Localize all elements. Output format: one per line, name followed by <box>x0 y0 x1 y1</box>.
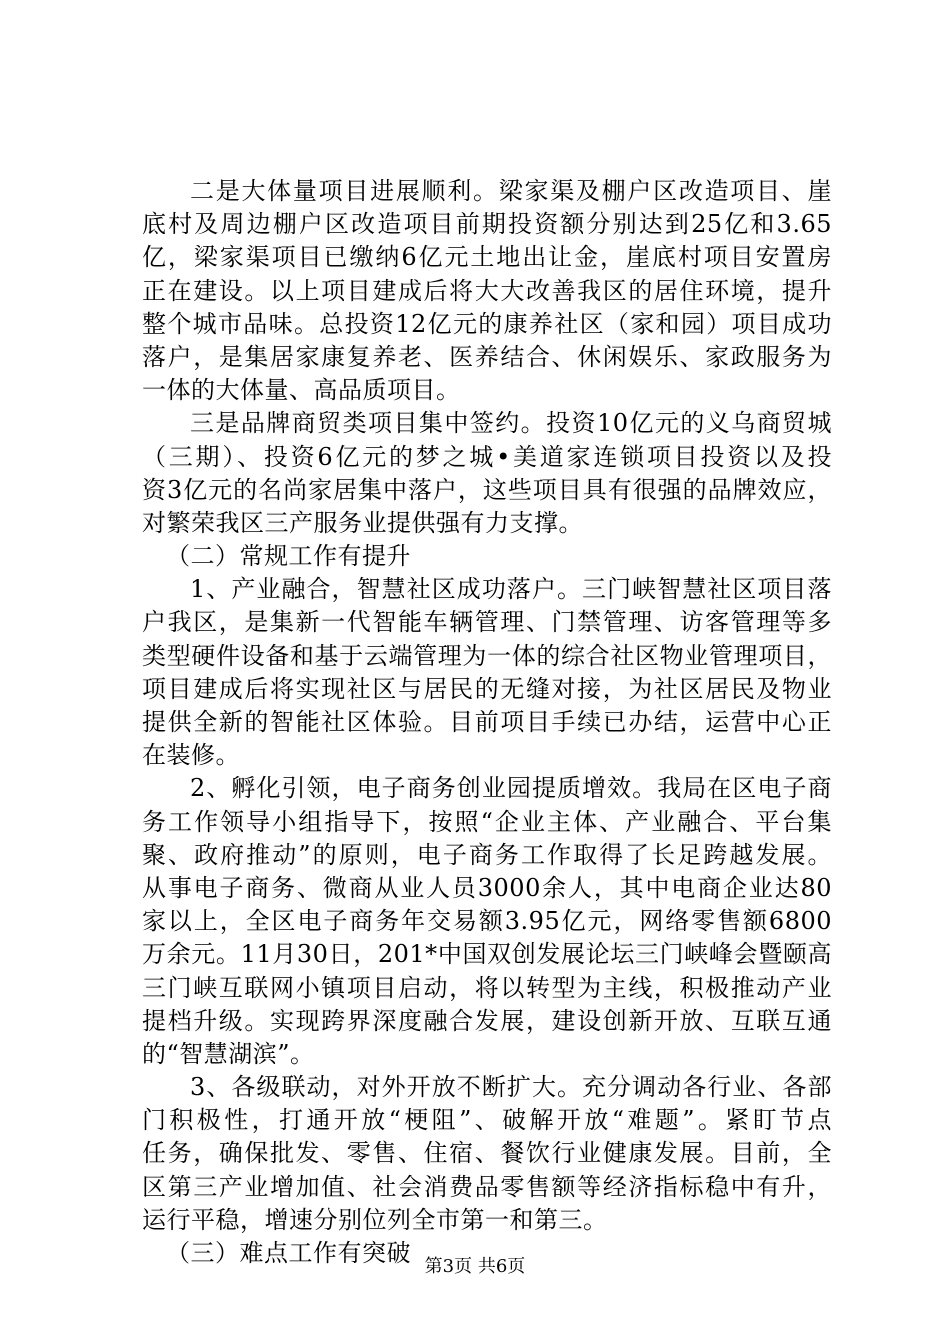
section-heading: （二）常规工作有提升 <box>166 542 411 571</box>
paragraph-line: 从事电子商务、微商从业人员3000余人，其中电商企业达80 <box>142 873 832 902</box>
paragraph-line: 三是品牌商贸类项目集中签约。投资10亿元的义乌商贸城 <box>190 409 832 438</box>
paragraph-line: 门积极性，打通开放“梗阻”、破解开放“难题”。紧盯节点 <box>142 1106 832 1135</box>
paragraph-line: 正在建设。以上项目建成后将大大改善我区的居住环境，提升 <box>142 276 832 305</box>
paragraph-line: （三期）、投资6亿元的梦之城•美道家连锁项目投资以及投 <box>142 442 832 471</box>
paragraph-line: 户我区，是集新一代智能车辆管理、门禁管理、访客管理等多 <box>142 608 832 637</box>
paragraph-line: 的“智慧湖滨”。 <box>142 1039 315 1068</box>
paragraph-line: 整个城市品味。总投资12亿元的康养社区（家和园）项目成功 <box>142 309 832 338</box>
paragraph-line: 提档升级。实现跨界深度融合发展，建设创新开放、互联互通 <box>142 1006 832 1035</box>
paragraph-line: 亿，梁家渠项目已缴纳6亿元土地出让金，崖底村项目安置房 <box>142 243 832 272</box>
paragraph-line: 聚、政府推动”的原则，电子商务工作取得了长足跨越发展。 <box>142 840 832 869</box>
paragraph-line: 万余元。11月30日，201*中国双创发展论坛三门峡峰会暨颐高 <box>142 940 832 969</box>
paragraph-line: 3、各级联动，对外开放不断扩大。充分调动各行业、各部 <box>190 1073 832 1102</box>
paragraph-line: 运行平稳，增速分别位列全市第一和第三。 <box>142 1205 608 1234</box>
paragraph-line: 1、产业融合，智慧社区成功落户。三门峡智慧社区项目落 <box>190 575 832 604</box>
paragraph-line: 2、孵化引领，电子商务创业园提质增效。我局在区电子商 <box>190 774 832 803</box>
paragraph-line: 区第三产业增加值、社会消费品零售额等经济指标稳中有升， <box>142 1172 832 1201</box>
section-heading: （三）难点工作有突破 <box>166 1239 411 1267</box>
paragraph-line: 项目建成后将实现社区与居民的无缝对接，为社区居民及物业 <box>142 674 832 703</box>
paragraph-line: 二是大体量项目进展顺利。梁家渠及棚户区改造项目、崖 <box>190 177 832 205</box>
document-body <box>142 175 832 1270</box>
paragraph-line: 提供全新的智能社区体验。目前项目手续已办结，运营中心正 <box>142 708 832 736</box>
paragraph-line: 一体的大体量、高品质项目。 <box>142 376 461 405</box>
paragraph-line: 资3亿元的名尚家居集中落户，这些项目具有很强的品牌效应， <box>142 475 832 504</box>
paragraph-line: 任务，确保批发、零售、住宿、餐饮行业健康发展。目前，全 <box>142 1139 832 1168</box>
paragraph-line: 在装修。 <box>142 741 240 770</box>
paragraph-line: 落户，是集居家康复养老、医养结合、休闲娱乐、家政服务为 <box>142 342 832 371</box>
paragraph-line: 底村及周边棚户区改造项目前期投资额分别达到25亿和3.65 <box>142 210 832 239</box>
paragraph-line: 家以上，全区电子商务年交易额3.95亿元，网络零售额6800 <box>142 907 832 936</box>
paragraph-line: 对繁荣我区三产服务业提供强有力支撑。 <box>142 508 583 537</box>
page-number-footer: 第3页 共6页 <box>424 1256 526 1277</box>
paragraph-line: 三门峡互联网小镇项目启动，将以转型为主线，积极推动产业 <box>142 973 832 1002</box>
paragraph-line: 类型硬件设备和基于云端管理为一体的综合社区物业管理项目， <box>142 641 832 670</box>
paragraph-line: 务工作领导小组指导下，按照“企业主体、产业融合、平台集 <box>142 807 832 836</box>
